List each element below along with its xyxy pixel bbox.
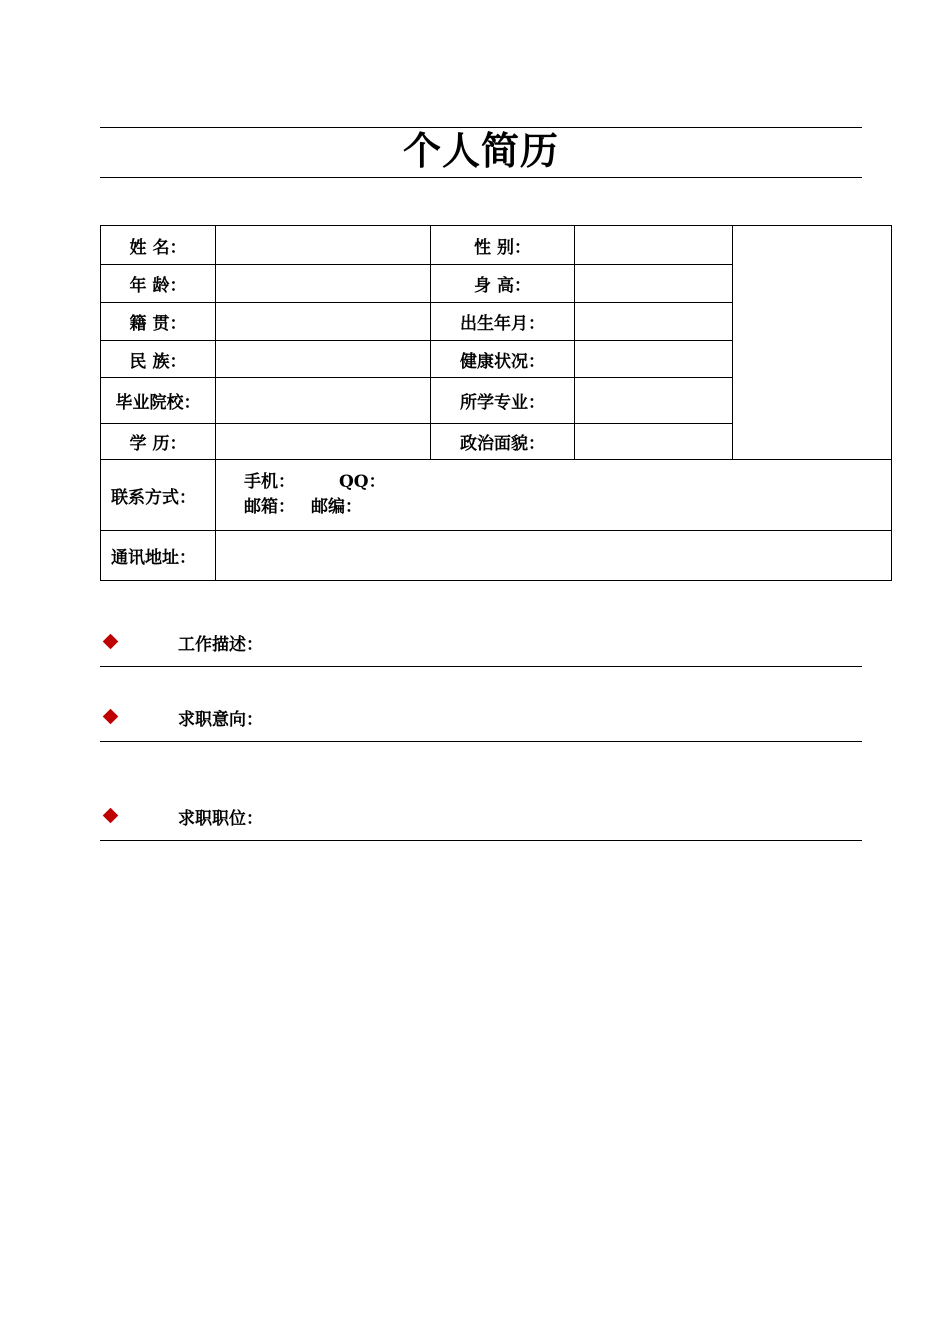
address-value[interactable] (216, 531, 892, 581)
age-label: 年 龄： (101, 265, 216, 303)
section-rule (100, 840, 862, 841)
diamond-bullet-icon (103, 709, 119, 725)
page-title: 个人简历 (402, 128, 559, 173)
gender-value[interactable] (575, 226, 733, 265)
name-label: 姓 名： (101, 226, 216, 265)
height-label: 身 高： (431, 265, 575, 303)
name-value[interactable] (216, 226, 431, 265)
ethnicity-value[interactable] (216, 341, 431, 378)
hometown-value[interactable] (216, 303, 431, 341)
personal-info-table (100, 225, 892, 581)
age-value[interactable] (216, 265, 431, 303)
postcode-label: 邮编： (311, 497, 362, 517)
qq-label: QQ： (339, 472, 386, 492)
education-value[interactable] (216, 424, 431, 460)
gender-label: 性 别： (431, 226, 575, 265)
major-label: 所学专业： (431, 378, 575, 424)
diamond-bullet-icon (103, 808, 119, 824)
email-label: 邮箱： (244, 497, 295, 517)
ethnicity-label: 民 族： (101, 341, 216, 378)
contact-line-phone-qq (216, 470, 891, 495)
education-label: 学 历： (101, 424, 216, 460)
section-rule (100, 741, 862, 742)
political-status-label: 政治面貌： (431, 424, 575, 460)
table-row (101, 531, 892, 581)
section-label: 求职意向： (178, 710, 263, 730)
height-value[interactable] (575, 265, 733, 303)
diamond-bullet-icon (103, 634, 119, 650)
address-label: 通讯地址： (101, 531, 216, 581)
birthdate-value[interactable] (575, 303, 733, 341)
birthdate-label: 出生年月： (431, 303, 575, 341)
contact-label: 联系方式： (101, 460, 216, 531)
section-label: 工作描述： (178, 635, 263, 655)
phone-label: 手机： (244, 472, 295, 492)
hometown-label: 籍 贯： (101, 303, 216, 341)
contact-line-email-postcode (216, 495, 891, 520)
table-row (101, 460, 892, 531)
section-label: 求职职位： (178, 809, 263, 829)
school-label: 毕业院校： (101, 378, 216, 424)
section-rule (100, 666, 862, 667)
contact-value-cell[interactable] (216, 460, 892, 531)
health-value[interactable] (575, 341, 733, 378)
title-bottom-rule (100, 177, 862, 178)
photo-cell[interactable] (733, 226, 892, 460)
political-status-value[interactable] (575, 424, 733, 460)
table-row (101, 226, 892, 265)
health-label: 健康状况： (431, 341, 575, 378)
major-value[interactable] (575, 378, 733, 424)
school-value[interactable] (216, 378, 431, 424)
